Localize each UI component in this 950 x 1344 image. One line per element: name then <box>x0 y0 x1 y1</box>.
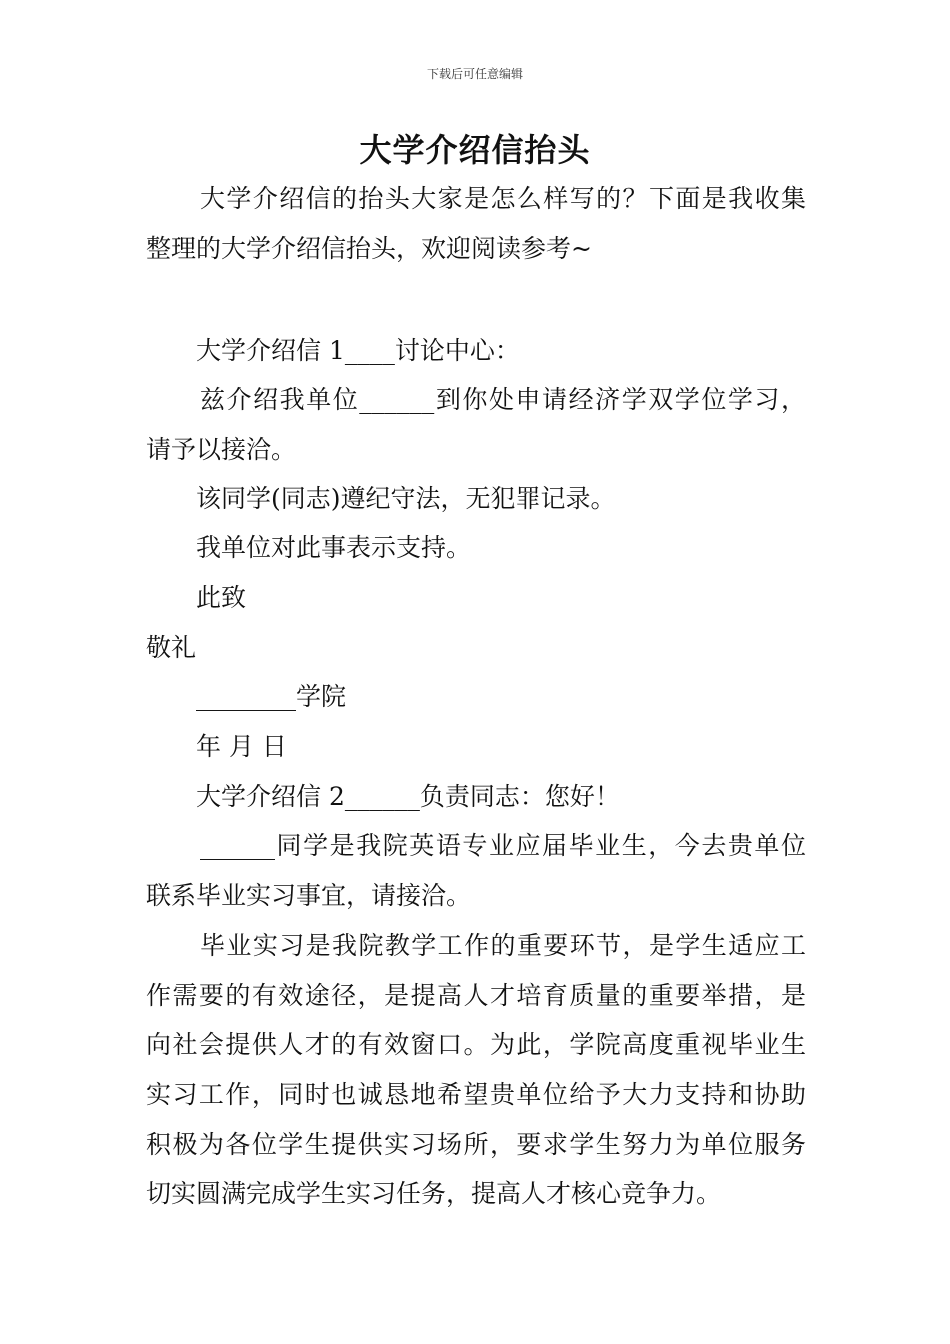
letter1-body-line-2: 请予以接洽。 <box>146 435 297 464</box>
letter1-closing: 此致 <box>196 583 247 612</box>
letter2-body-line-3: 毕业实习是我院教学工作的重要环节，是学生适应工 <box>200 931 806 960</box>
letter1-regards: 敬礼 <box>146 633 197 662</box>
letter2-body-line-2: 联系毕业实习事宜，请接洽。 <box>146 881 472 910</box>
letter1-body-line-4: 我单位对此事表示支持。 <box>196 533 472 562</box>
letter2-body-line-4: 作需要的有效途径，是提高人才培育质量的重要举措，是 <box>146 981 806 1010</box>
letter1-signature: ________学院 <box>196 682 347 711</box>
letter1-salutation: 大学介绍信 1____讨论中心： <box>196 336 520 365</box>
letter2-body-line-7: 积极为各位学生提供实习场所，要求学生努力为单位服务 <box>146 1130 806 1159</box>
letter1-body-line-1: 兹介绍我单位______到你处申请经济学双学位学习， <box>200 385 806 414</box>
letter1-date: 年 月 日 <box>196 732 287 761</box>
intro-line-1: 大学介绍信的抬头大家是怎么样写的？下面是我收集 <box>200 184 806 213</box>
letter2-salutation: 大学介绍信 2______负责同志：您好！ <box>196 782 620 811</box>
letter2-body-line-6: 实习工作，同时也诚恳地希望贵单位给予大力支持和协助 <box>146 1080 806 1109</box>
intro-line-2: 整理的大学介绍信抬头，欢迎阅读参考~ <box>146 234 592 263</box>
letter2-body-line-1: ______同学是我院英语专业应届毕业生，今去贵单位 <box>200 831 806 860</box>
letter1-body-line-3: 该同学(同志)遵纪守法，无犯罪记录。 <box>196 484 616 513</box>
header-note: 下载后可任意编辑 <box>426 67 523 81</box>
letter2-body-line-5: 向社会提供人才的有效窗口。为此，学院高度重视毕业生 <box>146 1030 806 1059</box>
document-title: 大学介绍信抬头 <box>359 131 591 169</box>
letter2-body-line-8: 切实圆满完成学生实习任务，提高人才核心竞争力。 <box>146 1179 722 1208</box>
